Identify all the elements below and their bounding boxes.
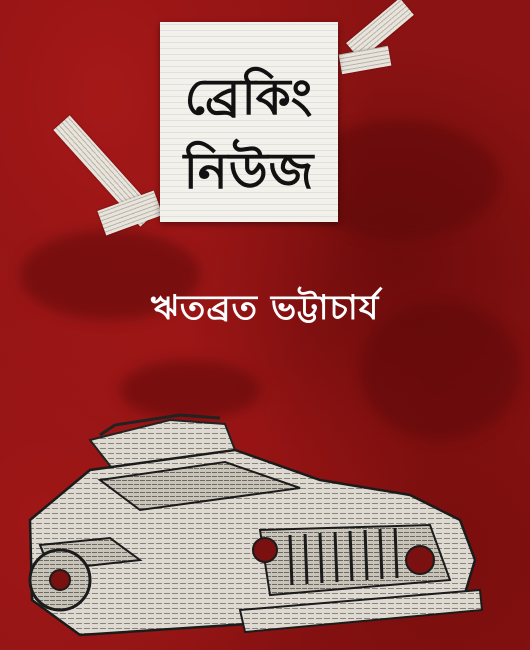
book-title-line-1: ব্রেকিং (184, 68, 314, 126)
newspaper-collage-jeep (20, 410, 490, 650)
jeep-wheel-left (30, 550, 90, 610)
jeep-headlight-right (406, 546, 434, 574)
author-name: ঋতব্রত ভট্টাচার্য (150, 288, 380, 328)
jeep-headlight-left (253, 538, 277, 562)
book-title-line-2: নিউজ (183, 142, 315, 200)
title-card (160, 22, 338, 222)
torn-paper-right-end (339, 46, 392, 74)
